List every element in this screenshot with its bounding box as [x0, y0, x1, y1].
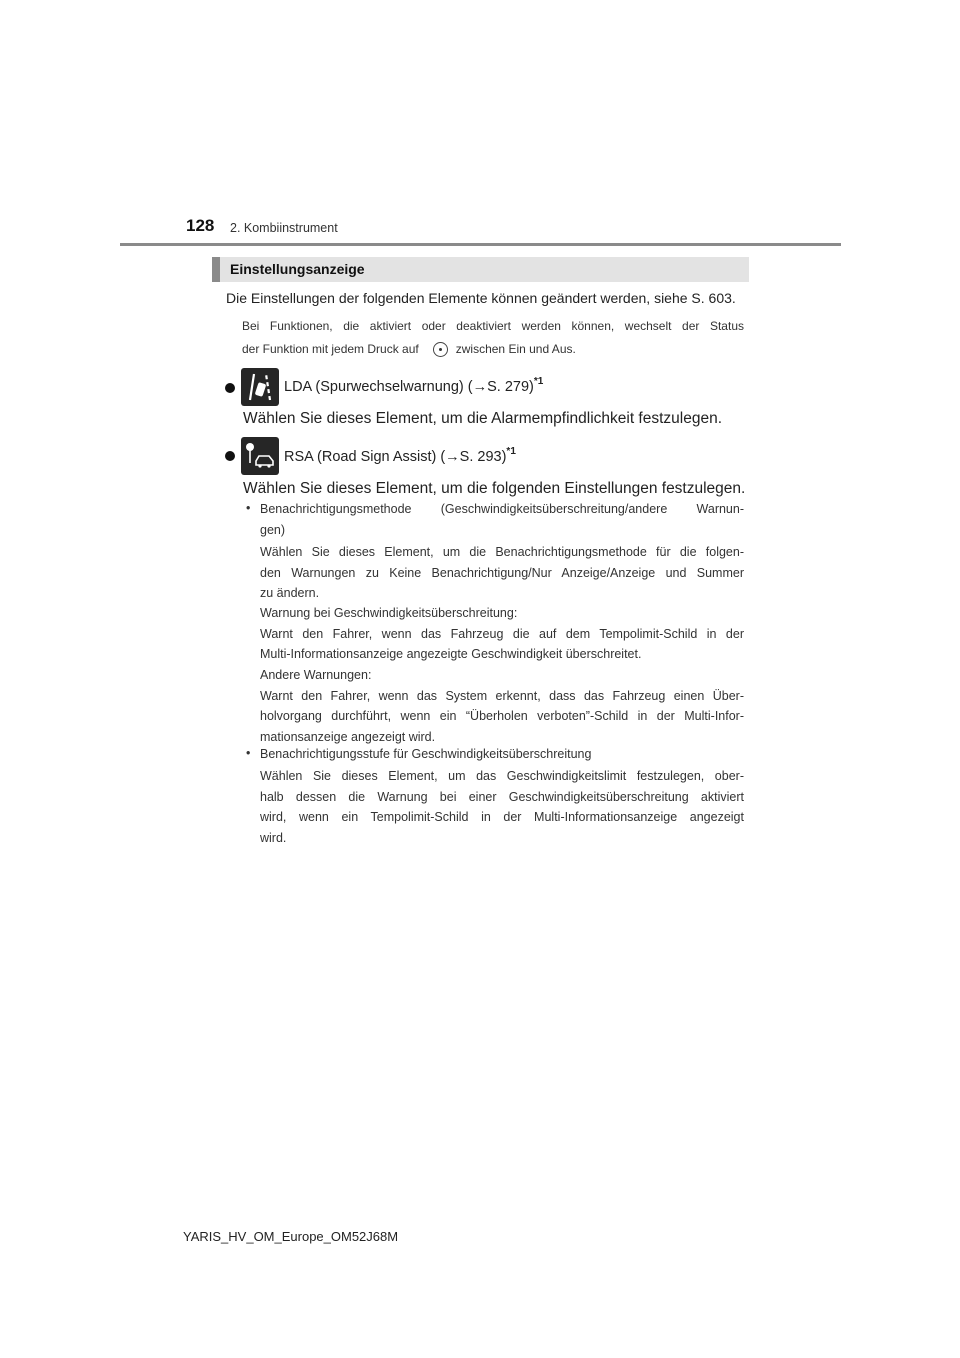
lane-departure-icon: [241, 368, 279, 406]
speed-level-title: [260, 744, 744, 765]
intro-text: Die Einstellungen der folgenden Elemente können geändert werden, siehe S. 603.: [226, 290, 736, 306]
text-line: Benachrichtigungsstufe für Geschwindigkeitsüberschreitung: [260, 747, 592, 761]
text-line: Multi-Informationsanzeige angezeigte Geschwindigkeit überschreitet.: [260, 647, 642, 661]
text-line: Andere Warnungen:: [260, 668, 372, 682]
text-line: wird, wenn ein Tempolimit-Schild in der Multi-Informationsanzeige angezeigt: [260, 810, 744, 824]
speed-level-paragraph: [260, 766, 744, 848]
text-line: mationsanzeige angezeigt wird.: [260, 729, 436, 744]
lda-item-title-text: LDA (Spurwechselwarnung) (→S. 279): [284, 379, 534, 395]
text-line: Wählen Sie dieses Element, um das Geschwindigkeitslimit festzulegen, ober-: [260, 769, 744, 783]
rsa-footnote: *1: [506, 446, 516, 457]
select-button-icon: [433, 342, 448, 357]
sub-bullet: •: [246, 746, 251, 760]
note-line-2-after: zwischen Ein und Aus.: [455, 342, 576, 356]
text-line: den Warnungen zu Keine Benachrichtigung/Nur Anzeige/Anzeige und Summer: [260, 565, 744, 580]
text-line: Warnung bei Geschwindigkeitsüberschreitung:: [260, 606, 518, 620]
section-header: [212, 257, 749, 282]
page-number: 128: [186, 216, 215, 235]
header-divider: [120, 243, 841, 246]
sub-bullet: •: [246, 501, 251, 515]
text-line: halb dessen die Warnung bei einer Geschwindigkeitsüberschreitung aktiviert: [260, 789, 744, 804]
rsa-item-description: Wählen Sie dieses Element, um die folgenden Einstellungen festzulegen.: [243, 480, 746, 497]
other-warnings-paragraph: [260, 665, 744, 747]
notification-method-title: [260, 499, 744, 540]
note-line-2: [242, 340, 744, 358]
lda-item-title: [284, 376, 543, 395]
text-line: Benachrichtigungsmethode (Geschwindigkeitsüberschreitung/andere Warnun-: [260, 502, 744, 516]
text-line: gen): [260, 522, 286, 537]
lda-footnote: *1: [533, 376, 544, 387]
section-title: Einstellungsanzeige: [230, 261, 365, 277]
text-line: Warnt den Fahrer, wenn das System erkennt, dass das Fahrzeug einen Über-: [260, 688, 744, 703]
text-line: Warnt den Fahrer, wenn das Fahrzeug die auf dem Tempolimit-Schild in der: [260, 626, 744, 641]
text-line: Wählen Sie dieses Element, um die Benachrichtigungsmethode für die folgen-: [260, 545, 744, 559]
note-line-1: Bei Funktionen, die aktiviert oder deaktiviert werden können, wechselt der Status: [242, 319, 744, 333]
text-line: holvorgang durchführt, wenn ein “Überholen verboten”-Schild in der Multi-Infor-: [260, 709, 744, 723]
list-bullet: [225, 451, 235, 461]
speed-warning-paragraph: [260, 603, 744, 665]
text-line: wird.: [260, 830, 287, 845]
lda-item-description: Wählen Sie dieses Element, um die Alarmempfindlichkeit festzulegen.: [243, 410, 723, 427]
note-line-2-before: der Funktion mit jedem Druck auf: [242, 342, 419, 356]
rsa-item-title-text: RSA (Road Sign Assist) (→S. 293): [284, 449, 507, 465]
text-line: zu ändern.: [260, 586, 320, 600]
notification-method-paragraph: [260, 542, 744, 604]
road-sign-assist-icon: [241, 437, 279, 475]
rsa-item-title: [284, 446, 516, 465]
list-bullet: [225, 383, 235, 393]
document-footer: YARIS_HV_OM_Europe_OM52J68M: [183, 1229, 399, 1244]
chapter-title: 2. Kombiinstrument: [230, 221, 338, 235]
